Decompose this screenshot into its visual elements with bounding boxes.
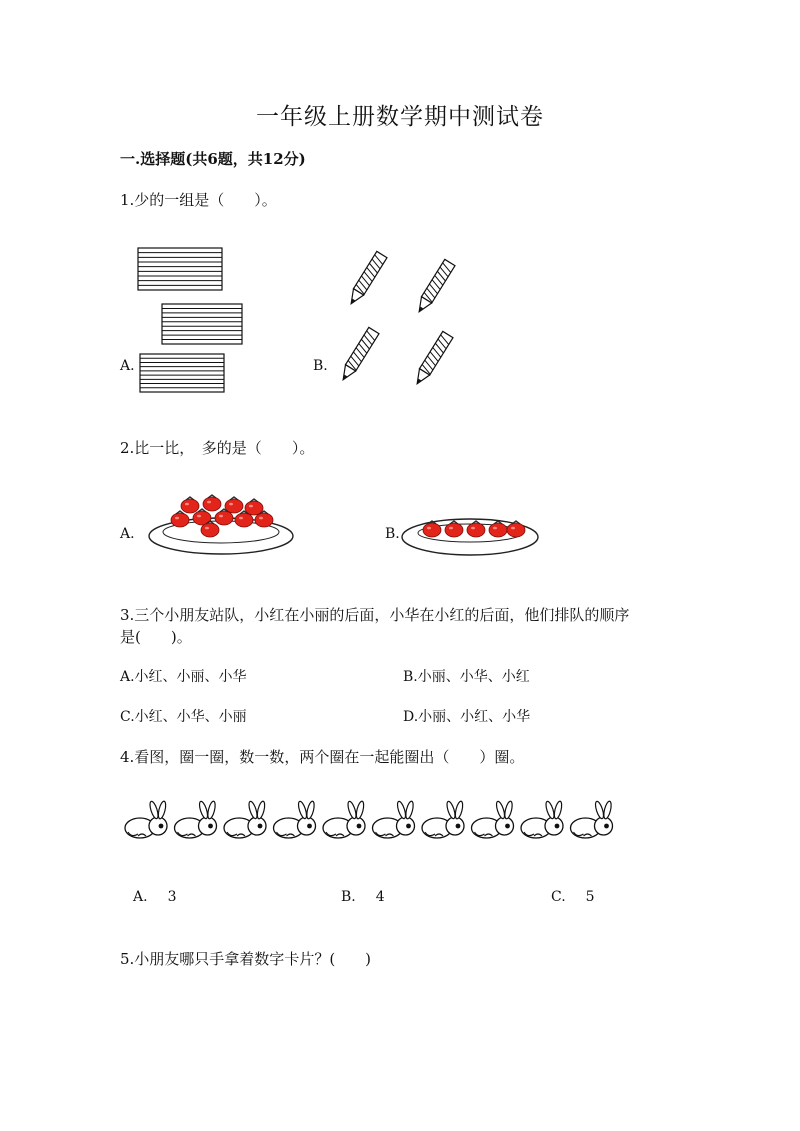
q4-option-a-letter: A. (133, 889, 148, 905)
rabbit-3 (224, 801, 266, 838)
page-title: 一年级上册数学期中测试卷 (256, 104, 544, 130)
q3-option-d[interactable]: D.小丽、小红、小华 (403, 709, 531, 725)
q4-option-b-letter: B. (341, 889, 356, 905)
q4-option-c-letter: C. (551, 889, 566, 905)
q3-option-a[interactable]: A.小红、小丽、小华 (120, 669, 247, 685)
q2-option-b-label[interactable]: B. (385, 526, 400, 542)
question-2-text: 2.比一比， 多的是（ ）。 (120, 439, 315, 457)
tomato-2 (203, 495, 221, 511)
question-3-text-line2: 是( )。 (120, 628, 192, 646)
rabbit-1 (125, 801, 167, 838)
rabbit-6 (373, 801, 415, 838)
tomato-4 (245, 499, 263, 515)
q2-plate-b-illustration (400, 510, 540, 560)
rabbit-2 (175, 801, 217, 838)
question-3-text-line1: 3.三个小朋友站队，小红在小丽的后面，小华在小红的后面，他们排队的顺序 (120, 606, 630, 624)
rabbit-4 (274, 801, 316, 838)
rabbit-7 (422, 801, 464, 838)
q4-option-a[interactable] (133, 889, 176, 905)
q1-option-a-label[interactable]: A. (120, 358, 135, 374)
rabbit-8 (472, 801, 514, 838)
tomato-1 (181, 497, 199, 513)
section-heading: 一.选择题(共6题，共12分) (120, 150, 306, 168)
rabbit-5 (323, 801, 365, 838)
rabbit-9 (521, 801, 563, 838)
q1-lines-illustration (136, 246, 248, 396)
q4-option-b[interactable] (341, 889, 385, 905)
q3-option-c[interactable]: C.小红、小华、小丽 (120, 709, 247, 725)
q4-rabbits-illustration (124, 800, 624, 842)
question-5-text: 5.小朋友哪只手拿着数字卡片？( ) (120, 950, 372, 968)
q4-option-c[interactable] (551, 889, 595, 905)
question-4-text: 4.看图，圈一圈，数一数，两个圈在一起能圈出（ ）圈。 (120, 748, 525, 766)
q4-option-a-value: 3 (167, 889, 177, 905)
tomato-3 (225, 497, 243, 513)
q2-plate-a-illustration (146, 492, 296, 560)
q2-option-a-label[interactable]: A. (120, 526, 135, 542)
q4-option-c-value: 5 (585, 889, 595, 905)
q3-option-b[interactable]: B.小丽、小华、小红 (403, 669, 530, 685)
q4-option-b-value: 4 (375, 889, 385, 905)
rabbit-10 (571, 801, 613, 838)
q1-option-b-label[interactable]: B. (313, 358, 328, 374)
tomato-5 (171, 511, 189, 527)
q1-pencils-illustration (330, 244, 452, 396)
question-1-text: 1.少的一组是（ ）。 (120, 191, 277, 209)
